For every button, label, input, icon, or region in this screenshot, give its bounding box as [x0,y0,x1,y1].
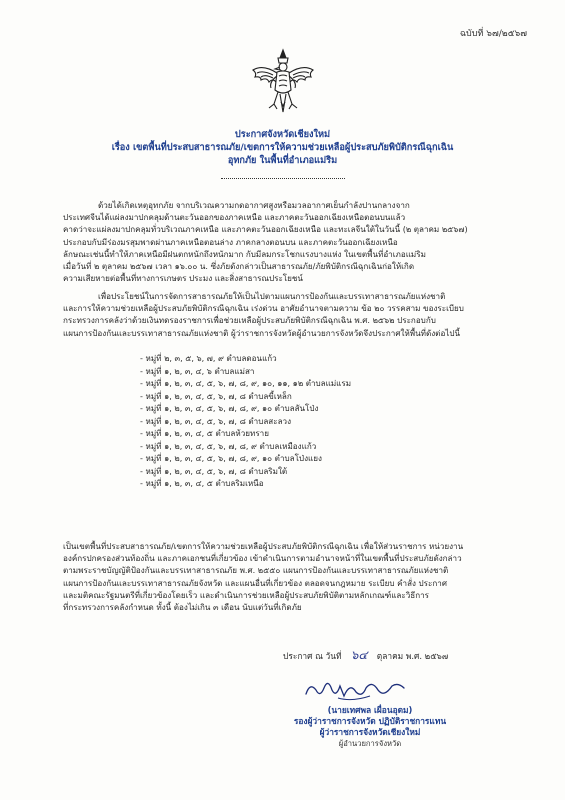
date-suffix: ตุลาคม พ.ศ. ๒๕๖๗ [376,651,449,661]
paragraph-line: แผนการป้องกันและบรรเทาสาธารณภัยแห่งชาติ ผู้ว่าราชการจังหวัดผู้อำนวยการจังหวัดจึงประกาศให้พื้นที่ดังต่อไปนี้ [63,327,461,338]
paragraph-line: ลักษณะเช่นนี้ทำให้ภาคเหนือมีฝนตกหนักถึงหนักมาก กับมีลมกระโชกแรงบางแห่ง ในเขตพื้นที่อำเภอแม่ริม [63,248,426,259]
paragraph-background [63,199,505,284]
paragraph-line: คาดว่าจะแผ่ลงมาปกคลุมทั่วบริเวณภาคเหนือ และภาคตะวันออกเฉียงเหนือ และทะเลจีนใต้ในวันนี้ (๒ ตุลาคม ๒๕๖๗) [63,224,468,235]
paragraph-line: ตามพระราชบัญญัติป้องกันและบรรเทาสาธารณภัย พ.ศ. ๒๕๕๐ แผนการป้องกันและบรรเทาสาธารณภัยแห่งชาติ [63,565,449,576]
paragraph-line: แผนการป้องกันและบรรเทาสาธารณภัยจังหวัด และแผนอื่นที่เกี่ยวข้อง ตลอดจนกฎหมาย ระเบียบ คำสั่ง ประกาศ [63,577,447,588]
list-item: - หมู่ที่ ๑, ๒, ๓, ๔, ๕, ๖, ๗, ๘, ๙, ๑๐ ตำบลโป่งแยง [140,453,322,463]
list-item: - หมู่ที่ ๑, ๒, ๓, ๔, ๕, ๖, ๗, ๘ ตำบลขี้เหล็ก [140,390,292,401]
list-item: - หมู่ที่ ๑, ๒, ๓, ๔, ๕, ๖, ๗, ๘ ตำบลริมใต้ [140,465,288,476]
signer-position: ผู้อำนวยการจังหวัด [338,739,402,748]
list-item: - หมู่ที่ ๑, ๒, ๓, ๔, ๕ ตำบลห้วยทราย [140,428,269,438]
list-item: - หมู่ที่ ๒, ๓, ๕, ๖, ๗, ๙ ตำบลดอนแก้ว [140,353,277,363]
paragraph-line: และมติคณะรัฐมนตรีที่เกี่ยวข้องโดยเร็ว และดำเนินการช่วยเหลือผู้ประสบภัยพิบัติตามหลักเกณฑ์และวิธีการ [63,589,430,600]
paragraph-line: กระทรวงการคลังว่าด้วยเงินทดรองราชการเพื่อช่วยเหลือผู้ประสบภัยพิบัติกรณีฉุกเฉิน พ.ศ. ๒๕๖๒ ประกอบกับ [63,315,436,326]
announcement-subject: เรื่อง เขตพื้นที่ประสบสาธารณภัย/เขตการให้ความช่วยเหลือผู้ประสบภัยพิบัติกรณีฉุกเฉิน [111,142,454,153]
list-item: - หมู่ที่ ๑, ๒, ๓, ๔, ๕, ๖, ๗, ๘, ๙ ตำบลเหมืองแก้ว [140,440,317,451]
signer-position: รองผู้ว่าราชการจังหวัด ปฏิบัติราชการแทน [293,716,447,726]
list-item: - หมู่ที่ ๑, ๒, ๓, ๔, ๕, ๖, ๗, ๘, ๙, ๑๐ ตำบลสันโป่ง [140,403,319,413]
list-item: - หมู่ที่ ๑, ๒, ๓, ๔, ๕, ๖, ๗, ๘, ๙, ๑๐, ๑๑, ๑๒ ตำบลแม่แรม [140,378,352,388]
paragraph-declaration [63,540,505,613]
document-number: ฉบับที่ ๖๗/๒๕๖๗ [459,29,527,39]
list-item: - หมู่ที่ ๑, ๒, ๓, ๔, ๕, ๖, ๗, ๘ ตำบลสะลวง [140,415,292,426]
list-item: - หมู่ที่ ๑, ๒, ๓, ๔, ๖ ตำบลแม่สา [140,365,255,376]
announcement-disaster: อุทกภัย ในพื้นที่อำเภอแม่ริม [227,155,338,166]
subdistrict-list [140,352,500,490]
paragraph-line: ความเสียหายต่อพื้นที่ทางการเกษตร ประมง และสิ่งสาธารณประโยชน์ [63,273,303,284]
paragraph-line: ด้วยได้เกิดเหตุอุทกภัย จากบริเวณความกดอากาศสูงหรือมวลอากาศเย็นกำลังปานกลางจาก [98,200,410,210]
paragraph-line: ประเทศจีนได้แผ่ลงมาปกคลุมด้านตะวันออกของภาคเหนือ และภาคตะวันออกเฉียงเหนือตอนบนแล้ว [63,212,406,223]
date-day-handwritten: ๖๔ [350,648,368,662]
announcement-header [60,128,505,167]
header-divider [221,178,345,179]
paragraph-line: เพื่อประโยชน์ในการจัดการสาธารณภัยให้เป็นไปตามแผนการป้องกันและบรรเทาสาธารณภัยแห่งชาติ [98,291,446,301]
signer-position: ผู้ว่าราชการจังหวัดเชียงใหม่ [319,727,421,737]
paragraph-line: เป็นเขตพื้นที่ประสบสาธารณภัย/เขตการให้ความช่วยเหลือผู้ประสบภัยพิบัติกรณีฉุกเฉิน เพื่อให้ส่วนราชการ หน่วยงาน [63,541,464,551]
paragraph-authority [63,290,505,339]
signer-block [220,705,520,749]
paragraph-line: และการให้ความช่วยเหลือผู้ประสบภัยพิบัติกรณีฉุกเฉิน เร่งด่วน อาศัยอำนาจตามความ ข้อ ๒๐ วรรคสาม ของระเบียบ [63,303,464,314]
paragraph-line: ประกอบกับมีร่องมรสุมพาดผ่านภาคเหนือตอนล่าง ภาคกลางตอนบน และภาคตะวันออกเฉียงเหนือ [63,236,398,247]
announcement-date [283,646,448,665]
paragraph-line: เมื่อวันที่ ๒ ตุลาคม ๒๕๖๗ เวลา ๑๖.๐๐ น. ซึ่งภัยดังกล่าวเป็นสาธารณภัย/ภัยพิบัติกรณีฉุกเฉินก่อให้เกิด [63,261,415,272]
announcement-title: ประกาศจังหวัดเชียงใหม่ [234,129,331,140]
signer-name: (นายเทศพล เผื่อนอุดม) [327,705,413,715]
list-item: - หมู่ที่ ๑, ๒, ๓, ๔, ๕ ตำบลริมเหนือ [140,478,264,488]
garuda-emblem-icon [247,46,319,118]
paragraph-line: ที่กระทรวงการคลังกำหนด ทั้งนี้ ต้องไม่เกิน ๓ เดือน นับแต่วันที่เกิดภัย [63,602,302,613]
date-prefix: ประกาศ ณ วันที่ [283,651,342,661]
paragraph-line: องค์กรปกครองส่วนท้องถิ่น และภาคเอกชนที่เกี่ยวข้อง เข้าดำเนินการตามอำนาจหน้าที่ในเขตพื้นที่ประสบภัยดังกล่าว [63,553,462,564]
signature-icon [300,668,410,708]
